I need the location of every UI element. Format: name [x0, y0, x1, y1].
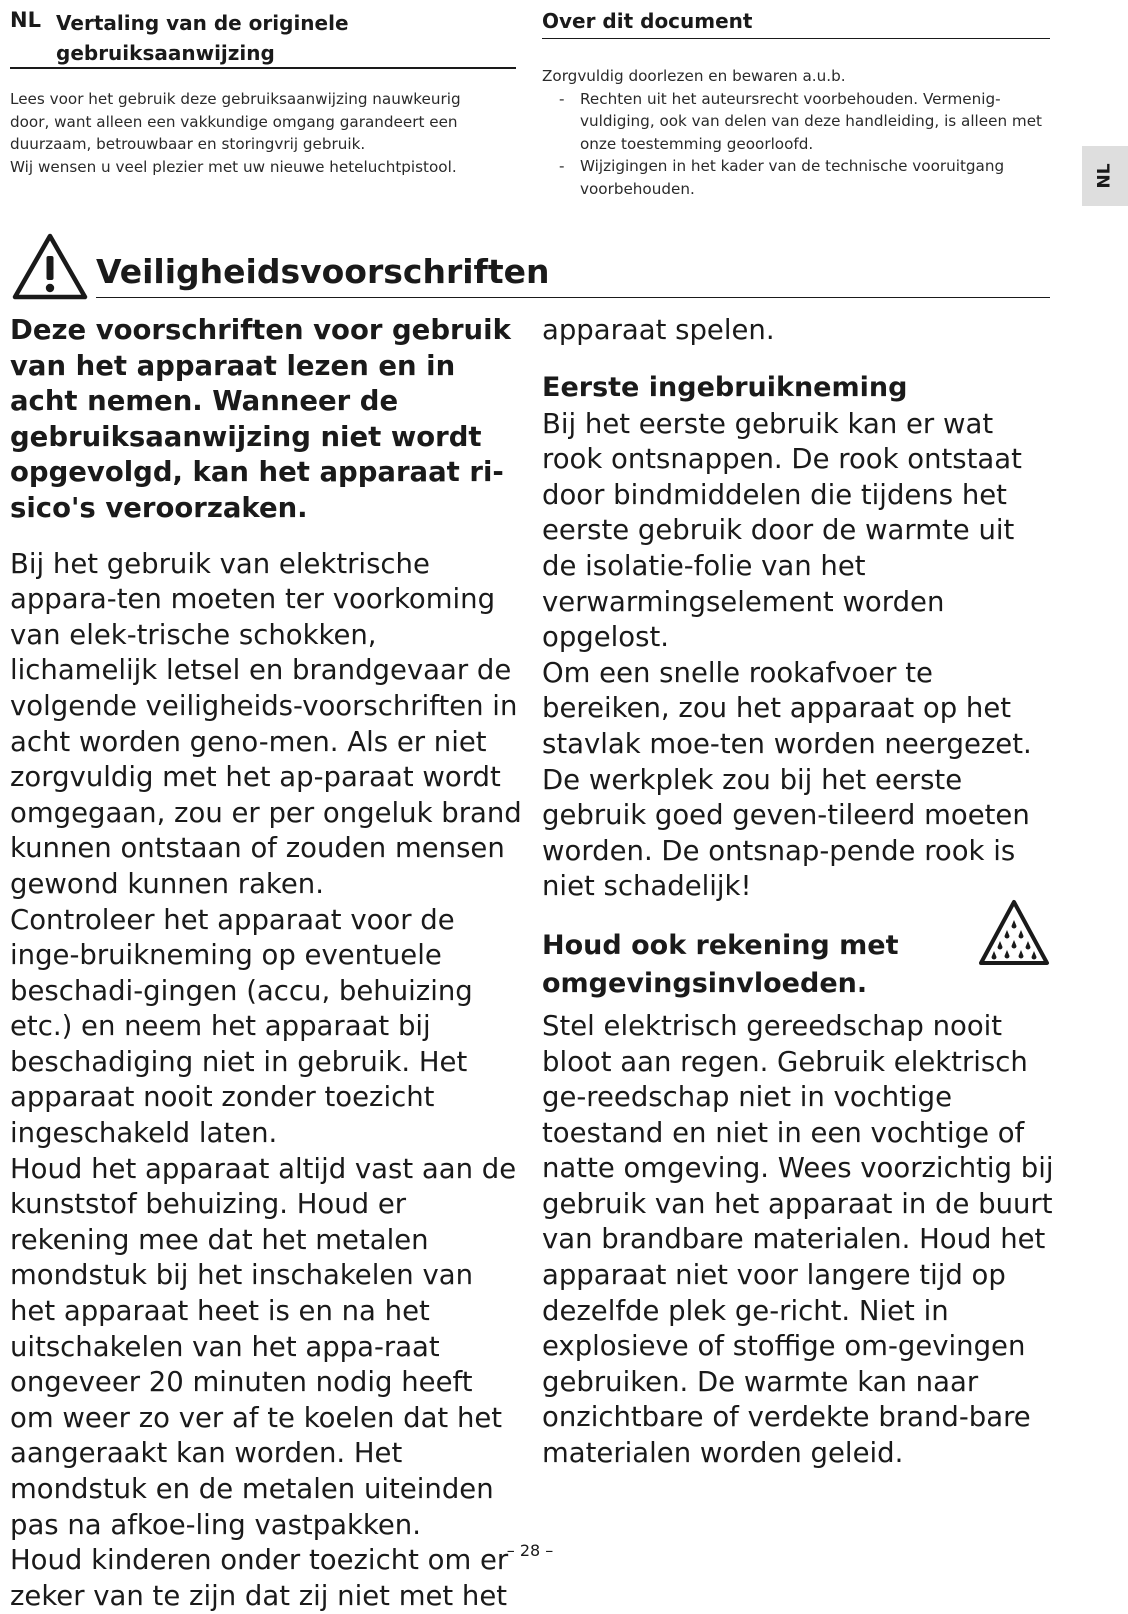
safety-paragraph: Houd kinderen onder toezicht om er zeker van te zijn dat zij niet met het: [10, 1544, 509, 1612]
safety-column: [10, 313, 522, 1614]
rain-warning-icon: [978, 898, 1050, 970]
first-use-paragraph: Bij het eerste gebruik kan er wat rook ontsnappen. De rook ontstaat door bindmiddelen die tijdens het eerste gebruik door de warmte uit de isolatie-folie van het verwarmingselement worden opgelost.: [542, 407, 1022, 654]
intro-heading: Vertaling van de originele gebruiksaanwijzing: [56, 11, 349, 65]
first-use-paragraph: Om een snelle rookafvoer te bereiken, zou het apparaat op het stavlak moe-ten worden neergezet. De werkplek zou bij het eerste gebruik goed geven-tileerd moeten worden. De ontsnap-pende rook is niet schadelijk!: [542, 656, 1032, 903]
language-tab-label: NL: [1095, 163, 1115, 189]
about-list-item: - Wijzigingen in het kader van de technische vooruitgang voorbehouden.: [542, 155, 1050, 200]
language-code: NL: [10, 8, 41, 32]
divider: [96, 297, 1050, 298]
environment-heading-line: Houd ook rekening met: [542, 929, 899, 961]
first-use-heading: Eerste ingebruikneming: [542, 371, 908, 403]
about-list: [542, 88, 1050, 201]
environment-text: Stel elektrisch gereedschap nooit bloot aan regen. Gebruik elektrisch ge-reedschap niet in vochtige toestand en niet in een vochtige of natte omgeving. Wees voorzichtig bij gebruik van het apparaat in de buurt van brandbare materialen. Houd het apparaat niet voor langere tijd op dezelfde plek ge-richt. Niet in explosieve of stoffige om-gevingen gebruiken. De warmte kan naar onzichtbare of verdekte brand-bare materialen worden geleid.: [542, 1009, 1054, 1470]
right-column: [542, 313, 1054, 1472]
intro-line: Lees voor het gebruik deze gebruiksaanwijzing nauwkeurig: [10, 90, 461, 108]
about-list-item: - Rechten uit het auteursrecht voorbehouden. Vermenig-vuldiging, ook van delen van deze handleiding, is alleen met onze toestemming geoorloofd.: [542, 88, 1050, 156]
intro-line: door, want alleen een vakkundige omgang garandeert een: [10, 112, 458, 131]
warning-icon: [12, 232, 88, 304]
about-heading: Over dit document: [542, 9, 753, 33]
divider: [10, 67, 516, 69]
language-tab: [1082, 146, 1128, 206]
safety-continuation: apparaat spelen.: [542, 314, 775, 346]
about-intro: Zorgvuldig doorlezen en bewaren a.u.b.: [542, 67, 846, 85]
intro-line: duurzaam, betrouwbaar en storingvrij gebruik.: [10, 135, 366, 153]
safety-title: Veiligheidsvoorschriften: [96, 252, 550, 291]
safety-paragraph: Controleer het apparaat voor de inge-bruikneming op eventuele beschadi-gingen (accu, behuizing etc.) en neem het apparaat bij beschadiging niet in gebruik. Het apparaat nooit zonder toezicht ingeschakeld laten.: [10, 903, 473, 1150]
safety-paragraph: Bij het gebruik van elektrische appara-ten moeten ter voorkoming van elek-trische schokken, lichamelijk letsel en brandgevaar de volgende veiligheids-voorschriften in acht worden geno-men. Als er niet zorgvuldig met het ap-paraat wordt omgegaan, zou er per ongeluk brand kunnen ontstaan of zouden mensen gewond kunnen raken.: [10, 547, 522, 900]
intro-text: [10, 88, 516, 178]
divider: [542, 38, 1050, 39]
environment-heading-line: omgevingsinvloeden.: [542, 967, 868, 999]
intro-line: Wij wensen u veel plezier met uw nieuwe heteluchtpistool.: [10, 157, 457, 176]
page-number: – 28 –: [506, 1541, 554, 1560]
about-text: [542, 65, 1050, 200]
safety-lead: Deze voorschriften voor gebruik van het apparaat lezen en in acht nemen. Wanneer de gebruiksaanwijzing niet wordt opgevolgd, kan het apparaat ri-sico's veroorzaken.: [10, 314, 511, 524]
safety-paragraph: Houd het apparaat altijd vast aan de kunststof behuizing. Houd er rekening mee dat het metalen mondstuk bij het inschakelen van het apparaat heet is en na het uitschakelen van het appa-raat ongeveer 20 minuten nodig heeft om weer zo ver af te koelen dat het aangeraakt kan worden. Het mondstuk en de metalen uiteinden pas na afkoe-ling vastpakken.: [10, 1152, 517, 1541]
